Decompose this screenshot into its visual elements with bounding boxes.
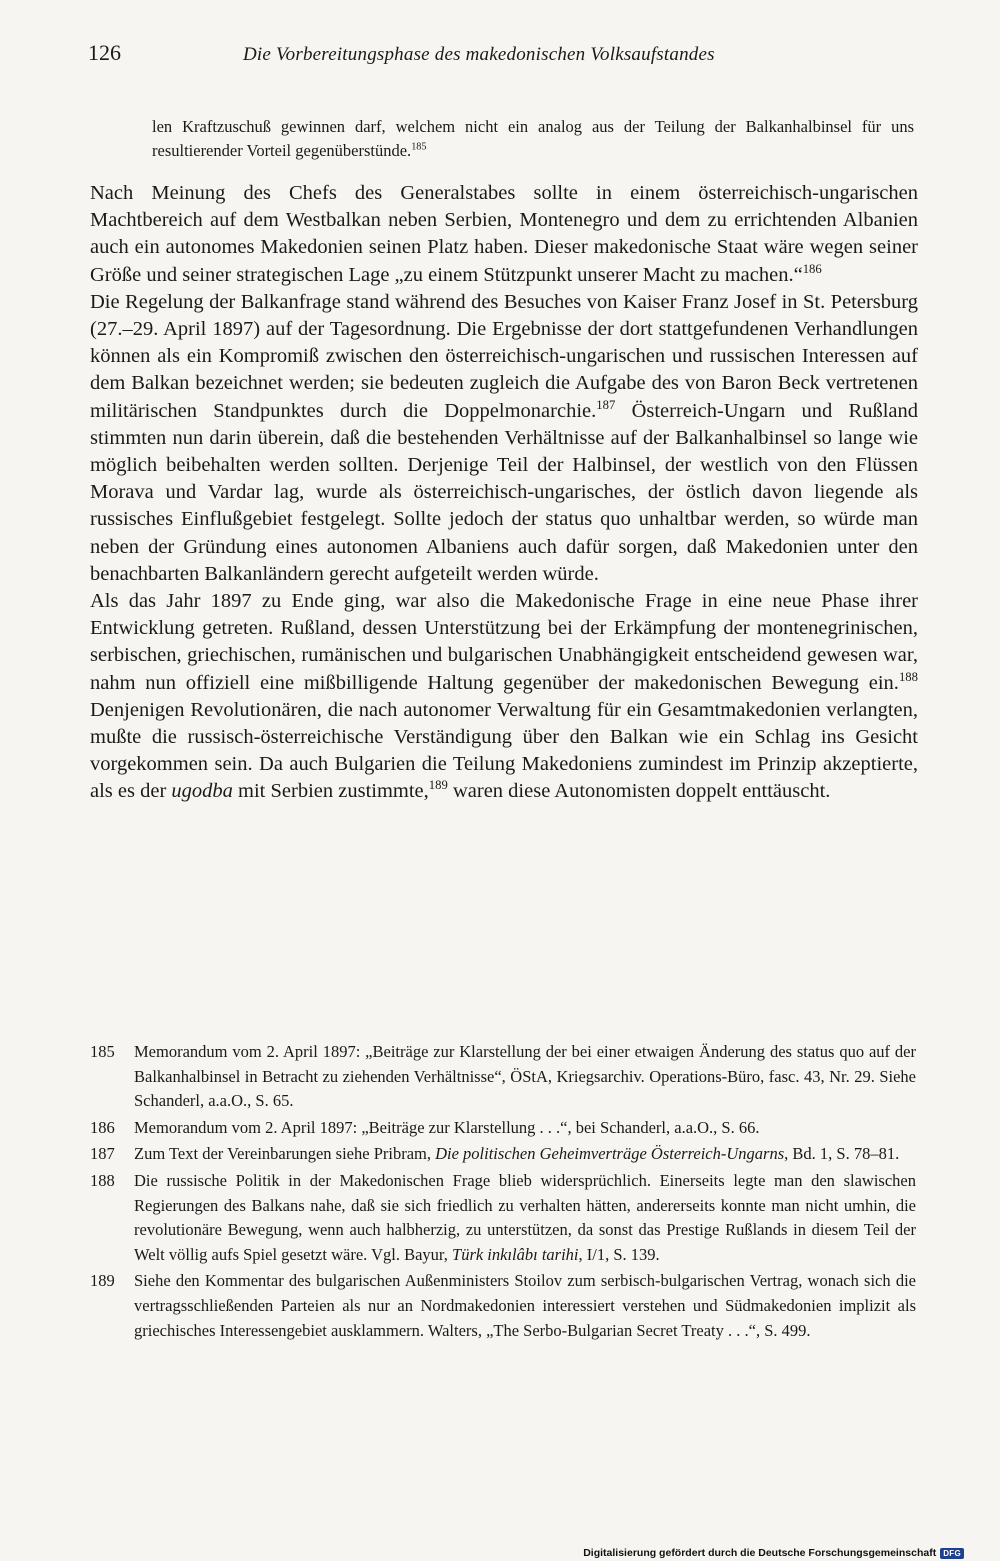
- paragraph-3-text-c: mit Serbien zustimmte,: [232, 780, 429, 803]
- footnote-italic-title: Türk inkılâbı tarihi: [452, 1244, 579, 1264]
- paragraph-3-text-b: Denjenigen Revolutionären, die nach autonomer Verwaltung für ein Gesamtmakedonien verlangten, mußte die russisch-österreichische Verständigung über den Balkan wie ein Schlag ins Gesicht vorgekommen sein. Da auch Bulgarien die Teilung Makedoniens zumindest im Prinzip akzeptierte, als es der: [90, 698, 918, 803]
- paragraph-3: [90, 588, 918, 806]
- footnote-text: [134, 1142, 916, 1167]
- footnote-ref-189[interactable]: 189: [428, 778, 448, 793]
- footnotes: [90, 1040, 916, 1345]
- footnote-number: 186: [90, 1117, 115, 1137]
- footnote-text: Memorandum vom 2. April 1897: „Beiträge zur Klarstellung . . .“, bei Schanderl, a.a.O., S. 66.: [134, 1117, 760, 1137]
- footnote-text-b: , Bd. 1, S. 78–81.: [784, 1144, 900, 1164]
- footnote-187: [90, 1142, 916, 1167]
- footnote-ref-186[interactable]: 186: [802, 261, 822, 276]
- footnote-text: Siehe den Kommentar des bulgarischen Außenministers Stoilov zum serbisch-bulgarischen Vertrag, wonach sich die vertragsschließenden Parteien als nur an Nordmakedonien interessiert verstehen und Südmakedonien implizit als griechisches Interessengebiet ausklammern. Walters, „The Serbo-Bulgarian Secret Treaty . . .“, S. 499.: [134, 1271, 916, 1340]
- paragraph-2-text-b: Österreich-Ungarn und Rußland stimmten nun darin überein, daß die bestehenden Verhältnisse auf der Balkanhalbinsel so lange wie möglich beibehalten werden sollten. Derjenige Teil der Halbinsel, der westlich von den Flüssen Morava und Vardar lag, wurde als österreichisch-ungarisches, der östlich davon liegende als russisches Einflußgebiet festgelegt. Sollte jedoch der status quo unhaltbar werden, so würde man neben der Gründung eines autonomen Albaniens auch dafür sorgen, daß Makedonien unter den benachbarten Balkanländern gerecht aufgeteilt werden würde.: [90, 399, 918, 585]
- footnote-ref-187[interactable]: 187: [596, 397, 616, 412]
- paragraph-2: [90, 289, 918, 588]
- footnote-188: [90, 1169, 916, 1267]
- footnote-text-b: , I/1, S. 139.: [578, 1244, 660, 1264]
- footnote-ref-188[interactable]: 188: [898, 669, 918, 684]
- footnote-number: 189: [90, 1271, 115, 1291]
- body-text: [90, 180, 918, 806]
- paragraph-2-text-a: Die Regelung der Balkanfrage stand während des Besuches von Kaiser Franz Josef in St. Petersburg (27.–29. April 1897) auf der Tagesordnung. Die Ergebnisse der dort stattgefundenen Verhandlungen können als ein Kompromiß zwischen den österreichisch-ungarischen und russischen Interessen auf dem Balkan bezeichnet werden; sie bedeuten zugleich die Aufgabe des von Baron Beck vertretenen militärischen Standpunktes durch die Doppelmonarchie.: [90, 290, 918, 422]
- footnote-186: [90, 1116, 916, 1141]
- paragraph-1-text: Nach Meinung des Chefs des Generalstabes sollte in einem österreichisch-ungarischen Machtbereich auf dem Westbalkan neben Serbien, Montenegro und dem zu errichtenden Albanien auch ein autonomes Makedonien seinen Platz haben. Dieser makedonische Staat wäre wegen seiner Größe und seiner strategischen Lage „zu einem Stützpunkt unserer Macht zu machen.“: [90, 182, 918, 286]
- paragraph-3-text-a: Als das Jahr 1897 zu Ende ging, war also die Makedonische Frage in eine neue Phase ihrer Entwicklung getreten. Rußland, dessen Unterstützung bei der Erkämpfung der montenegrinischen, serbischen, griechischen, rumänischen und bulgarischen Unabhängigkeit entscheidend gewesen war, nahm nun offiziell eine mißbilligende Haltung gegenüber der makedonischen Bewegung ein.: [90, 590, 918, 694]
- footnote-number: 185: [90, 1042, 115, 1061]
- footnote-189: [90, 1269, 916, 1343]
- paragraph-3-italic-term: ugodba: [171, 780, 233, 803]
- footnote-text: [134, 1169, 916, 1267]
- dfg-logo-icon: DFG: [940, 1548, 964, 1559]
- footnote-ref-185[interactable]: 185: [411, 141, 427, 153]
- footnote-number: 187: [90, 1144, 115, 1164]
- quote-text: len Kraftzuschuß gewinnen darf, welchem nicht ein analog aus der Teilung der Balkanhalbinsel für uns resultierender Vorteil gegenüberstünde.: [152, 117, 914, 160]
- footnote-text-a: Zum Text der Vereinbarungen siehe Pribram,: [134, 1144, 436, 1164]
- credit-text: Digitalisierung gefördert durch die Deutsche Forschungsgemeinschaft: [583, 1547, 937, 1559]
- footnote-text: Memorandum vom 2. April 1897: „Beiträge zur Klarstellung der bei einer etwaigen Änderung des status quo auf der Balkanhalbinsel in Betracht zu ziehenden Verhältnisse“, ÖStA, Kriegsarchiv. Operations-Büro, fasc. 43, Nr. 29. Siehe Schanderl, a.a.O., S. 65.: [134, 1042, 916, 1111]
- running-head: Die Vorbereitungsphase des makedonischen Volksaufstandes: [243, 44, 715, 65]
- digitization-credit: [583, 1547, 964, 1559]
- footnote-number: 188: [90, 1170, 115, 1190]
- footnote-text-a: Die russische Politik in der Makedonischen Frage blieb widersprüchlich. Einerseits legte man den slawischen Regierungen des Balkans nahe, daß sie sich friedlich zu verhalten hätten, andererseits konnte man nicht umhin, die revolutionäre Bewegung, wenn auch halbherzig, zu unterstützen, da sonst das Prestige Rußlands in diesem Teil der Welt völlig aufs Spiel gesetzt wäre. Vgl. Bayur,: [134, 1170, 916, 1264]
- page-number: 126: [88, 40, 121, 65]
- paragraph-3-text-d: waren diese Autonomisten doppelt enttäuscht.: [447, 780, 831, 803]
- paragraph-1: [90, 180, 918, 289]
- footnote-185: [90, 1040, 916, 1114]
- block-quote: [152, 115, 914, 163]
- footnote-italic-title: Die politischen Geheimverträge Österreich-Ungarns: [435, 1144, 785, 1164]
